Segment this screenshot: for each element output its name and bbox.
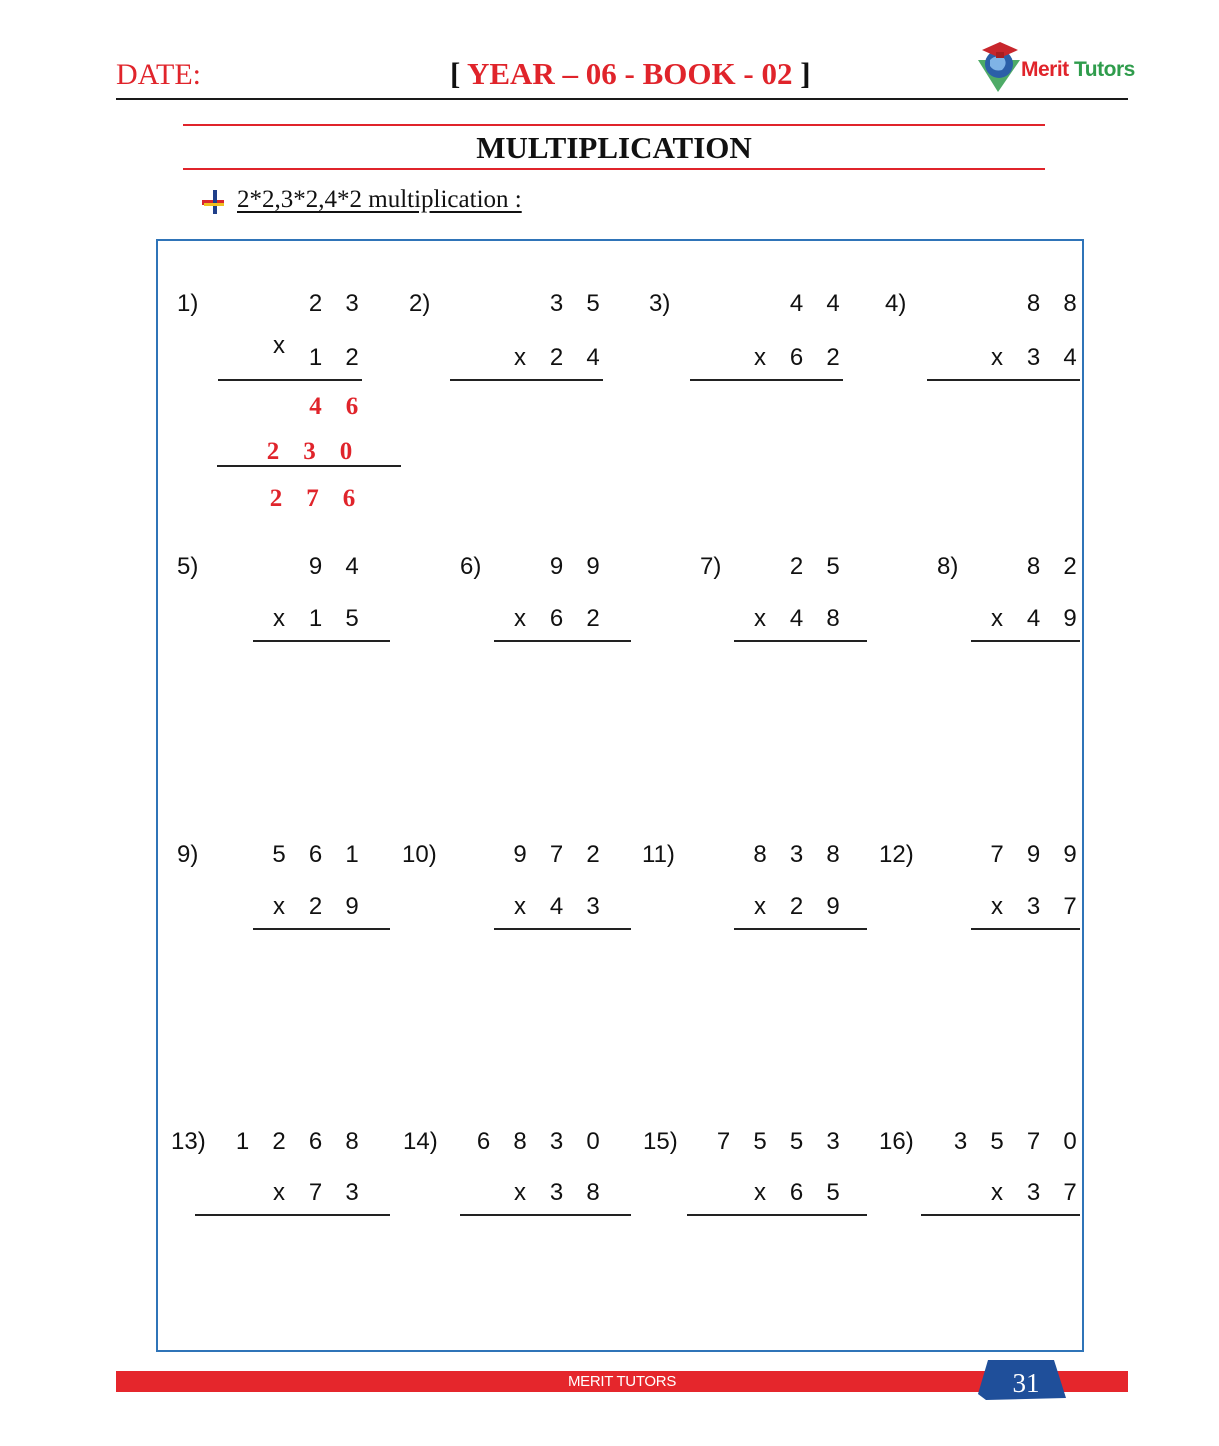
multiplicand-digit: 8 [345,1128,359,1155]
multiply-sign: x [754,344,766,371]
multiply-sign: x [991,893,1003,920]
problem-label: 8) [937,553,959,580]
problem-label: 16) [879,1128,914,1155]
answer-line [734,928,867,930]
multiplier-digit: 3 [345,1179,359,1206]
multiplier-digit: 7 [1063,893,1077,920]
multiplicand-digit: 9 [1026,841,1041,868]
worksheet-box [156,239,1084,1352]
multiplicand-digit: 3 [549,1128,564,1155]
partial-product-digit: 0 [339,438,353,465]
partial-product-digit: 4 [309,393,322,420]
problem-label: 4) [885,290,907,317]
answer-line [253,640,390,642]
bullet-arrow-icon [202,190,226,214]
problem-label: 3) [649,290,671,317]
multiplier-digit: 4 [549,893,564,920]
partial-product-digit: 6 [345,393,359,420]
problem-label: 5) [177,553,199,580]
answer-line [218,379,362,381]
book-title-text: YEAR – 06 - BOOK - 02 [466,56,793,91]
multiplier-digit: 3 [549,1179,564,1206]
answer-line [494,640,631,642]
multiplier-digit: 2 [549,344,564,371]
bracket-close: ] [800,56,811,91]
problem-label: 10) [402,841,437,868]
answer-line [460,1214,631,1216]
multiplicand-digit: 8 [1026,290,1041,317]
multiplicand-digit: 2 [308,290,323,317]
answer-line [195,1214,390,1216]
multiplicand-digit: 8 [826,841,840,868]
multiplicand-digit: 1 [235,1128,250,1155]
multiplicand-digit: 5 [990,1128,1004,1155]
multiply-sign: x [514,605,526,632]
multiplier-digit: 2 [345,344,359,371]
multiplicand-digit: 3 [953,1128,968,1155]
multiplicand-digit: 4 [789,290,804,317]
multiplier-digit: 6 [789,344,804,371]
multiplier-digit: 7 [308,1179,323,1206]
multiply-sign: x [273,332,285,359]
title-rule-bottom [183,168,1045,170]
multiplicand-digit: 8 [1063,290,1077,317]
multiply-sign: x [754,605,766,632]
multiplicand-digit: 8 [753,841,767,868]
multiplicand-digit: 2 [789,553,804,580]
answer-line [690,379,843,381]
multiplier-digit: 7 [1063,1179,1077,1206]
multiplicand-digit: 5 [586,290,600,317]
multiplier-digit: 1 [308,605,323,632]
problem-label: 7) [700,553,722,580]
multiplier-digit: 3 [586,893,600,920]
multiply-sign: x [991,605,1003,632]
multiplicand-digit: 6 [308,1128,323,1155]
problem-label: 15) [643,1128,678,1155]
answer-line [687,1214,867,1216]
problem-label: 13) [171,1128,206,1155]
total-digit: 2 [269,485,283,512]
answer-line [971,928,1080,930]
multiplier-digit: 3 [1026,1179,1041,1206]
multiplicand-digit: 8 [1026,553,1041,580]
multiplier-digit: 5 [345,605,359,632]
multiplicand-digit: 0 [586,1128,600,1155]
answer-line [921,1214,1080,1216]
multiplicand-digit: 1 [345,841,359,868]
multiplier-digit: 4 [789,605,804,632]
multiplier-digit: 2 [826,344,840,371]
multiplicand-digit: 9 [549,553,564,580]
problem-label: 14) [403,1128,438,1155]
multiplicand-digit: 4 [826,290,840,317]
problem-label: 12) [879,841,914,868]
multiplicand-digit: 3 [826,1128,840,1155]
multiply-sign: x [991,344,1003,371]
multiplier-digit: 3 [1026,893,1041,920]
multiplier-digit: 9 [1063,605,1077,632]
multiplier-digit: 1 [308,344,323,371]
exercise-subtitle: 2*2,3*2,4*2 multiplication : [237,186,522,213]
problem-label: 11) [642,841,675,868]
title-rule-top [183,124,1045,126]
footer-brand: MERIT TUTORS [567,1373,677,1390]
multiplicand-digit: 9 [308,553,323,580]
multiply-sign: x [514,1179,526,1206]
multiply-sign: x [273,1179,285,1206]
multiplier-digit: 5 [826,1179,840,1206]
multiplicand-digit: 2 [1063,553,1077,580]
header-divider [116,98,1128,100]
problem-label: 9) [177,841,199,868]
multiplicand-digit: 3 [345,290,359,317]
multiplier-digit: 4 [1026,605,1041,632]
multiplier-digit: 3 [1026,344,1041,371]
multiplicand-digit: 7 [990,841,1004,868]
multiplicand-digit: 7 [716,1128,731,1155]
multiplicand-digit: 0 [1063,1128,1077,1155]
multiplier-digit: 4 [1063,344,1077,371]
multiply-sign: x [514,344,526,371]
multiplicand-digit: 9 [586,553,600,580]
page-number: 31 [1012,1368,1040,1398]
multiplicand-digit: 3 [549,290,564,317]
multiplicand-digit: 8 [513,1128,527,1155]
problem-label: 6) [460,553,482,580]
partial-product-digit: 2 [266,438,280,465]
multiply-sign: x [754,1179,766,1206]
problem-label: 1) [177,290,199,317]
multiplicand-digit: 6 [308,841,323,868]
multiplicand-digit: 2 [272,1128,286,1155]
multiplier-digit: 2 [789,893,804,920]
multiplier-digit: 6 [549,605,564,632]
section-title: MULTIPLICATION [476,130,752,165]
answer-line [450,379,603,381]
multiplier-digit: 2 [308,893,323,920]
date-label: DATE: [116,58,201,91]
multiplicand-digit: 9 [1063,841,1077,868]
multiplier-digit: 6 [789,1179,804,1206]
sum-line [217,465,401,467]
book-title [450,56,811,92]
logo-text: Merit Tutors [1021,58,1135,81]
answer-line [971,640,1080,642]
multiplicand-digit: 9 [513,841,527,868]
multiply-sign: x [991,1179,1003,1206]
multiply-sign: x [273,893,285,920]
multiply-sign: x [754,893,766,920]
multiplicand-digit: 3 [789,841,804,868]
answer-line [734,640,867,642]
multiplier-digit: 9 [826,893,840,920]
answer-line [494,928,631,930]
answer-line [927,379,1080,381]
total-digit: 7 [306,485,319,512]
multiplicand-digit: 5 [826,553,840,580]
multiplicand-digit: 6 [476,1128,491,1155]
multiplicand-digit: 2 [586,841,600,868]
multiply-sign: x [273,605,285,632]
multiplier-digit: 2 [586,605,600,632]
multiplicand-digit: 5 [272,841,286,868]
multiplicand-digit: 7 [549,841,564,868]
multiplier-digit: 9 [345,893,359,920]
problem-label: 2) [409,290,431,317]
multiply-sign: x [514,893,526,920]
partial-product-digit: 3 [303,438,316,465]
multiplicand-digit: 7 [1026,1128,1041,1155]
multiplier-digit: 8 [826,605,840,632]
total-digit: 6 [342,485,356,512]
bracket-open: [ [450,56,461,91]
multiplier-digit: 8 [586,1179,600,1206]
multiplicand-digit: 5 [753,1128,767,1155]
multiplicand-digit: 5 [789,1128,804,1155]
answer-line [253,928,390,930]
multiplier-digit: 4 [586,344,600,371]
multiplicand-digit: 4 [345,553,359,580]
